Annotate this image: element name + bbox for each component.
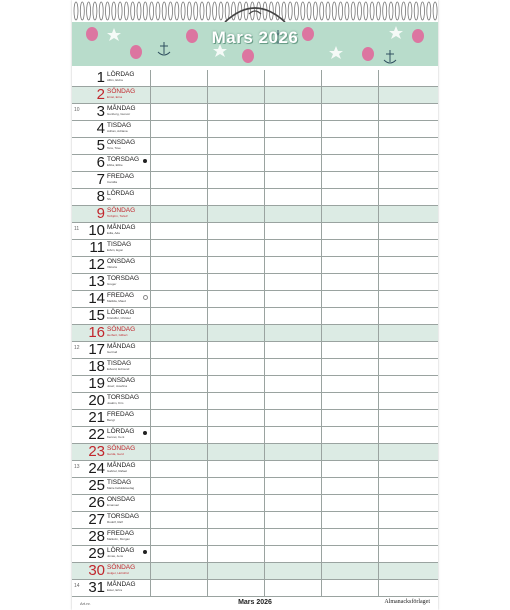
name-day: Gunborg, Gunvor (107, 113, 131, 116)
day-row (72, 325, 438, 342)
day-row (72, 393, 438, 410)
weekday-name: SÖNDAG (107, 207, 136, 214)
name-day: Joakim, Kim (107, 402, 124, 405)
full-moon-icon (143, 159, 147, 163)
day-row (72, 291, 438, 308)
day-row (72, 427, 438, 444)
weekday-name: ONSDAG (107, 258, 136, 265)
wall-calendar (72, 0, 438, 610)
day-row (72, 240, 438, 257)
day-row (72, 87, 438, 104)
name-day: Herbert, Gilbert (107, 334, 128, 337)
weekday-name: LÖRDAG (107, 71, 135, 78)
day-row (72, 495, 438, 512)
day-row (72, 376, 438, 393)
weekday-name: TORSDAG (107, 513, 140, 520)
day-number: 8 (96, 188, 105, 205)
day-row (72, 444, 438, 461)
weekday-name: TORSDAG (107, 394, 140, 401)
day-number: 21 (88, 409, 105, 426)
day-row (72, 274, 438, 291)
column-divider (378, 70, 379, 596)
name-day: Holger, Holmfrid (107, 572, 129, 575)
name-day: Bengt (107, 419, 115, 422)
day-number: 16 (88, 324, 105, 341)
name-day: Viktoria (107, 266, 117, 269)
weekday-name: SÖNDAG (107, 564, 136, 571)
day-row (72, 206, 438, 223)
week-number: 12 (74, 345, 80, 351)
day-number: 15 (88, 307, 105, 324)
name-day: Albin, Elvira (107, 79, 123, 82)
day-number: 29 (88, 545, 105, 562)
week-number: 10 (74, 107, 80, 113)
weekday-name: LÖRDAG (107, 190, 135, 197)
name-day: Marie bebådelsedag (107, 487, 135, 490)
name-day: Emanuel (107, 504, 119, 507)
day-number: 19 (88, 375, 105, 392)
month-header (72, 22, 438, 66)
day-row (72, 342, 438, 359)
weekday-name: LÖRDAG (107, 428, 135, 435)
weekday-name: SÖNDAG (107, 445, 136, 452)
day-row (72, 223, 438, 240)
day-row (72, 529, 438, 546)
weekday-name: ONSDAG (107, 377, 136, 384)
name-day: Gertrud (107, 351, 118, 354)
day-number: 11 (89, 239, 105, 256)
day-number: 27 (88, 511, 105, 528)
day-number: 2 (96, 86, 105, 103)
name-day: Siv (107, 198, 112, 201)
day-number: 14 (88, 290, 105, 307)
name-day: Gerda, Gerd (107, 453, 124, 456)
weekday-name: TISDAG (107, 479, 132, 486)
day-number: 7 (96, 171, 105, 188)
name-day: Josef, Josefina (107, 385, 128, 388)
name-day: Edvard, Edmund (107, 368, 130, 371)
day-number: 10 (88, 222, 105, 239)
name-day: Camilla (107, 181, 118, 184)
full-moon-icon (143, 550, 147, 554)
name-day: Jonas, Jens (107, 555, 124, 558)
name-day: Edvin, Egon (107, 249, 124, 252)
day-number: 30 (88, 562, 105, 579)
weekday-name: SÖNDAG (107, 326, 136, 333)
weekday-name: MÅNDAG (107, 224, 136, 231)
name-day: Edla, Ada (107, 232, 120, 235)
day-number: 5 (96, 137, 105, 154)
name-day: Torbjörn, Torleif (107, 215, 128, 218)
day-number: 9 (96, 205, 105, 222)
day-number: 1 (96, 69, 105, 86)
name-day: Ernst, Erna (107, 96, 123, 99)
day-number: 31 (88, 579, 105, 596)
weekday-name: FREDAG (107, 292, 135, 299)
name-day: Tora, Tove (107, 147, 121, 150)
name-day: Gabriel, Rafael (107, 470, 128, 473)
day-row (72, 70, 438, 87)
day-row (72, 410, 438, 427)
week-number: 13 (74, 464, 80, 470)
weekday-name: FREDAG (107, 530, 135, 537)
column-divider (321, 70, 322, 596)
weekday-name: TISDAG (107, 122, 132, 129)
day-row (72, 121, 438, 138)
day-row (72, 257, 438, 274)
day-grid (72, 70, 438, 596)
day-number: 4 (96, 120, 105, 137)
name-day: Malkolm, Morgan (107, 538, 131, 541)
day-row (72, 461, 438, 478)
weekday-name: ONSDAG (107, 496, 136, 503)
name-day: Kristoffer, Christel (107, 317, 131, 320)
weekday-name: SÖNDAG (107, 88, 136, 95)
day-row (72, 138, 438, 155)
day-number: 22 (88, 426, 105, 443)
weekday-name: TORSDAG (107, 156, 140, 163)
day-row (72, 189, 438, 206)
weekday-name: TORSDAG (107, 275, 140, 282)
weekday-name: LÖRDAG (107, 547, 135, 554)
day-row (72, 563, 438, 580)
day-number: 24 (88, 460, 105, 477)
day-row (72, 104, 438, 121)
weekday-name: LÖRDAG (107, 309, 135, 316)
name-day: Ester, Ertra (107, 589, 123, 592)
name-day: Ebba, Ebbe (107, 164, 123, 167)
article-code: Art.nr. (80, 601, 91, 606)
day-number: 13 (88, 273, 105, 290)
new-moon-icon (143, 295, 148, 300)
day-number: 23 (88, 443, 105, 460)
day-row (72, 546, 438, 563)
column-divider (264, 70, 265, 596)
week-number: 14 (74, 583, 80, 589)
calendar-footer (72, 598, 438, 610)
weekday-name: ONSDAG (107, 139, 136, 146)
weekday-name: TISDAG (107, 241, 132, 248)
day-number: 25 (88, 477, 105, 494)
day-row (72, 155, 438, 172)
day-number: 18 (88, 358, 105, 375)
day-row (72, 172, 438, 189)
day-row (72, 580, 438, 597)
name-day: Rudolf, Ralf (107, 521, 123, 524)
week-number: 11 (74, 226, 80, 232)
day-number: 3 (96, 103, 105, 120)
weekday-name: MÅNDAG (107, 581, 136, 588)
name-day: Matilda, Maud (107, 300, 126, 303)
name-day: Adrian, Adriana (107, 130, 128, 133)
day-number: 26 (88, 494, 105, 511)
day-row (72, 512, 438, 529)
weekday-name: MÅNDAG (107, 343, 136, 350)
day-number: 20 (88, 392, 105, 409)
weekday-name: FREDAG (107, 411, 135, 418)
column-divider (150, 70, 151, 596)
name-day: Kennet, Kent (107, 436, 125, 439)
column-divider (207, 70, 208, 596)
month-title: Mars 2026 (211, 28, 299, 47)
footer-month: Mars 2026 (238, 599, 272, 606)
day-number: 12 (88, 256, 105, 273)
weekday-name: TISDAG (107, 360, 132, 367)
day-row (72, 478, 438, 495)
name-day: Greger (107, 283, 117, 286)
day-number: 17 (88, 341, 105, 358)
publisher-name: Almanacksförlaget (384, 599, 430, 605)
weekday-name: MÅNDAG (107, 105, 136, 112)
day-number: 6 (96, 154, 105, 171)
day-number: 28 (88, 528, 105, 545)
day-row (72, 308, 438, 325)
weekday-name: MÅNDAG (107, 462, 136, 469)
weekday-name: FREDAG (107, 173, 135, 180)
full-moon-icon (143, 431, 147, 435)
day-row (72, 359, 438, 376)
